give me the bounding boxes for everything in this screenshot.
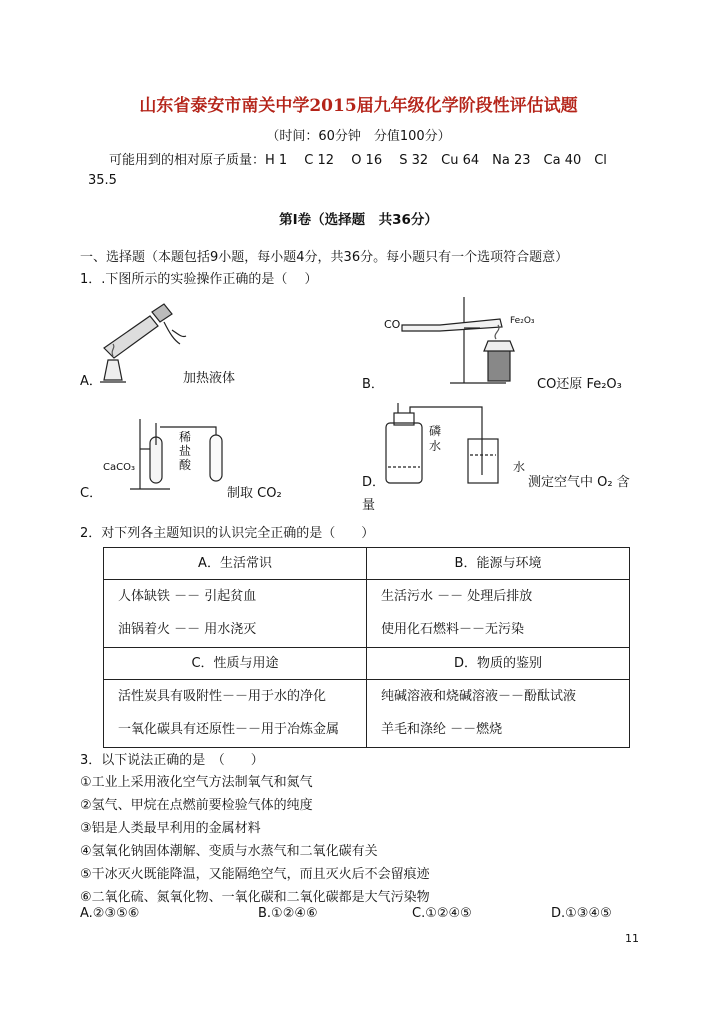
- q2-cell-a-line-1: 人体缺铁 －－ 引起贫血: [118, 589, 257, 604]
- q3-statement-4: ④氢氧化钠固体潮解、变质与水蒸气和二氧化碳有关: [80, 844, 378, 859]
- label-water: 水: [513, 460, 526, 474]
- atomic-mass-line-2: 35.5: [88, 173, 117, 188]
- label-co: CO: [384, 318, 401, 331]
- q2-cell-d-body: [367, 680, 630, 748]
- label-dilute-acid: 稀 盐 酸: [179, 430, 192, 472]
- q3-option-c: C.①②④⑤: [412, 906, 472, 921]
- q3-statement-1: ①工业上采用液化空气方法制氧气和氮气: [80, 775, 313, 790]
- q3-stem: 3．以下说法正确的是 （ ）: [80, 753, 264, 768]
- q1-option-c-letter: C．: [80, 486, 103, 501]
- atomic-mass-line-1: 可能用到的相对原子质量：H 1 C 12 O 16 S 32 Cu 64 Na 23 Ca 40 Cl: [109, 153, 607, 168]
- q2-cell-c-line-1: 活性炭具有吸附性－－用于水的净化: [118, 689, 327, 704]
- label-caco3: CaCO₃: [103, 462, 135, 473]
- q3-option-d: D.①③④⑤: [551, 906, 612, 921]
- q1-stem: 1．.下图所示的实验操作正确的是（ ）: [80, 272, 318, 287]
- page-number: 11: [625, 932, 639, 945]
- figure-co-reduction: [380, 295, 540, 390]
- q3-statement-3: ③铝是人类最早利用的金属材料: [80, 821, 261, 836]
- figure-oxygen-measurement: [380, 403, 530, 488]
- q2-cell-b-header: B．能源与环境: [367, 548, 630, 580]
- q2-cell-c-header: C．性质与用途: [104, 648, 367, 680]
- q1-option-a-caption: 加热液体: [183, 371, 236, 386]
- q1-option-b-caption: CO还原 Fe₂O₃: [537, 377, 622, 392]
- q2-cell-d-header: D．物质的鉴别: [367, 648, 630, 680]
- q3-option-a: A.②③⑤⑥: [80, 906, 140, 921]
- q2-cell-c-line-2: 一氧化碳具有还原性－－用于冶炼金属: [118, 722, 340, 737]
- instructions: 一、选择题（本题包括9小题，每小题4分，共36分。每小题只有一个选项符合题意）: [80, 250, 569, 265]
- q2-cell-c-body: [104, 680, 367, 748]
- q2-cell-b-line-2: 使用化石燃料－－无污染: [381, 622, 525, 637]
- q2-cell-d-line-2: 羊毛和涤纶 －－燃烧: [381, 722, 503, 737]
- q2-cell-d-line-1: 纯碱溶液和烧碱溶液－－酚酞试液: [381, 689, 577, 704]
- q1-option-d-caption-cont: 量: [362, 498, 376, 513]
- q2-cell-a-header: A．生活常识: [104, 548, 367, 580]
- label-fe2o3: Fe₂O₃: [510, 316, 535, 326]
- q2-cell-a-line-2: 油锅着火 －－ 用水浇灭: [118, 622, 257, 637]
- q3-option-b: B.①②④⑥: [258, 906, 318, 921]
- q2-cell-a-body: [104, 580, 367, 648]
- figure-heating-liquid: [92, 300, 192, 390]
- label-phosphorus-water: 磷 水: [429, 424, 442, 453]
- q1-option-b-letter: B．: [362, 377, 384, 392]
- q1-option-c-caption: 制取 CO₂: [227, 486, 282, 501]
- q2-cell-b-body: [367, 580, 630, 648]
- q2-cell-b-line-1: 生活污水 －－ 处理后排放: [381, 589, 533, 604]
- q3-statement-6: ⑥二氧化硫、氮氧化物、一氧化碳和二氧化碳都是大气污染物: [80, 890, 430, 905]
- section-title: 第Ⅰ卷（选择题 共36分）: [279, 212, 438, 228]
- q3-statement-5: ⑤干冰灭火既能降温，又能隔绝空气，而且灭火后不会留痕迹: [80, 867, 430, 882]
- q1-option-a-letter: A．: [80, 374, 102, 389]
- time-score: （时间：60分钟 分值100分）: [266, 129, 451, 144]
- q3-statement-2: ②氢气、甲烷在点燃前要检验气体的纯度: [80, 798, 313, 813]
- q1-option-d-caption: 测定空气中 O₂ 含: [528, 475, 630, 490]
- q2-table: [103, 547, 630, 748]
- page-title: 山东省泰安市南关中学2015届九年级化学阶段性评估试题: [139, 96, 578, 116]
- q1-option-d-letter: D．: [362, 475, 386, 490]
- q2-stem: 2．对下列各主题知识的认识完全正确的是（ ）: [80, 526, 375, 541]
